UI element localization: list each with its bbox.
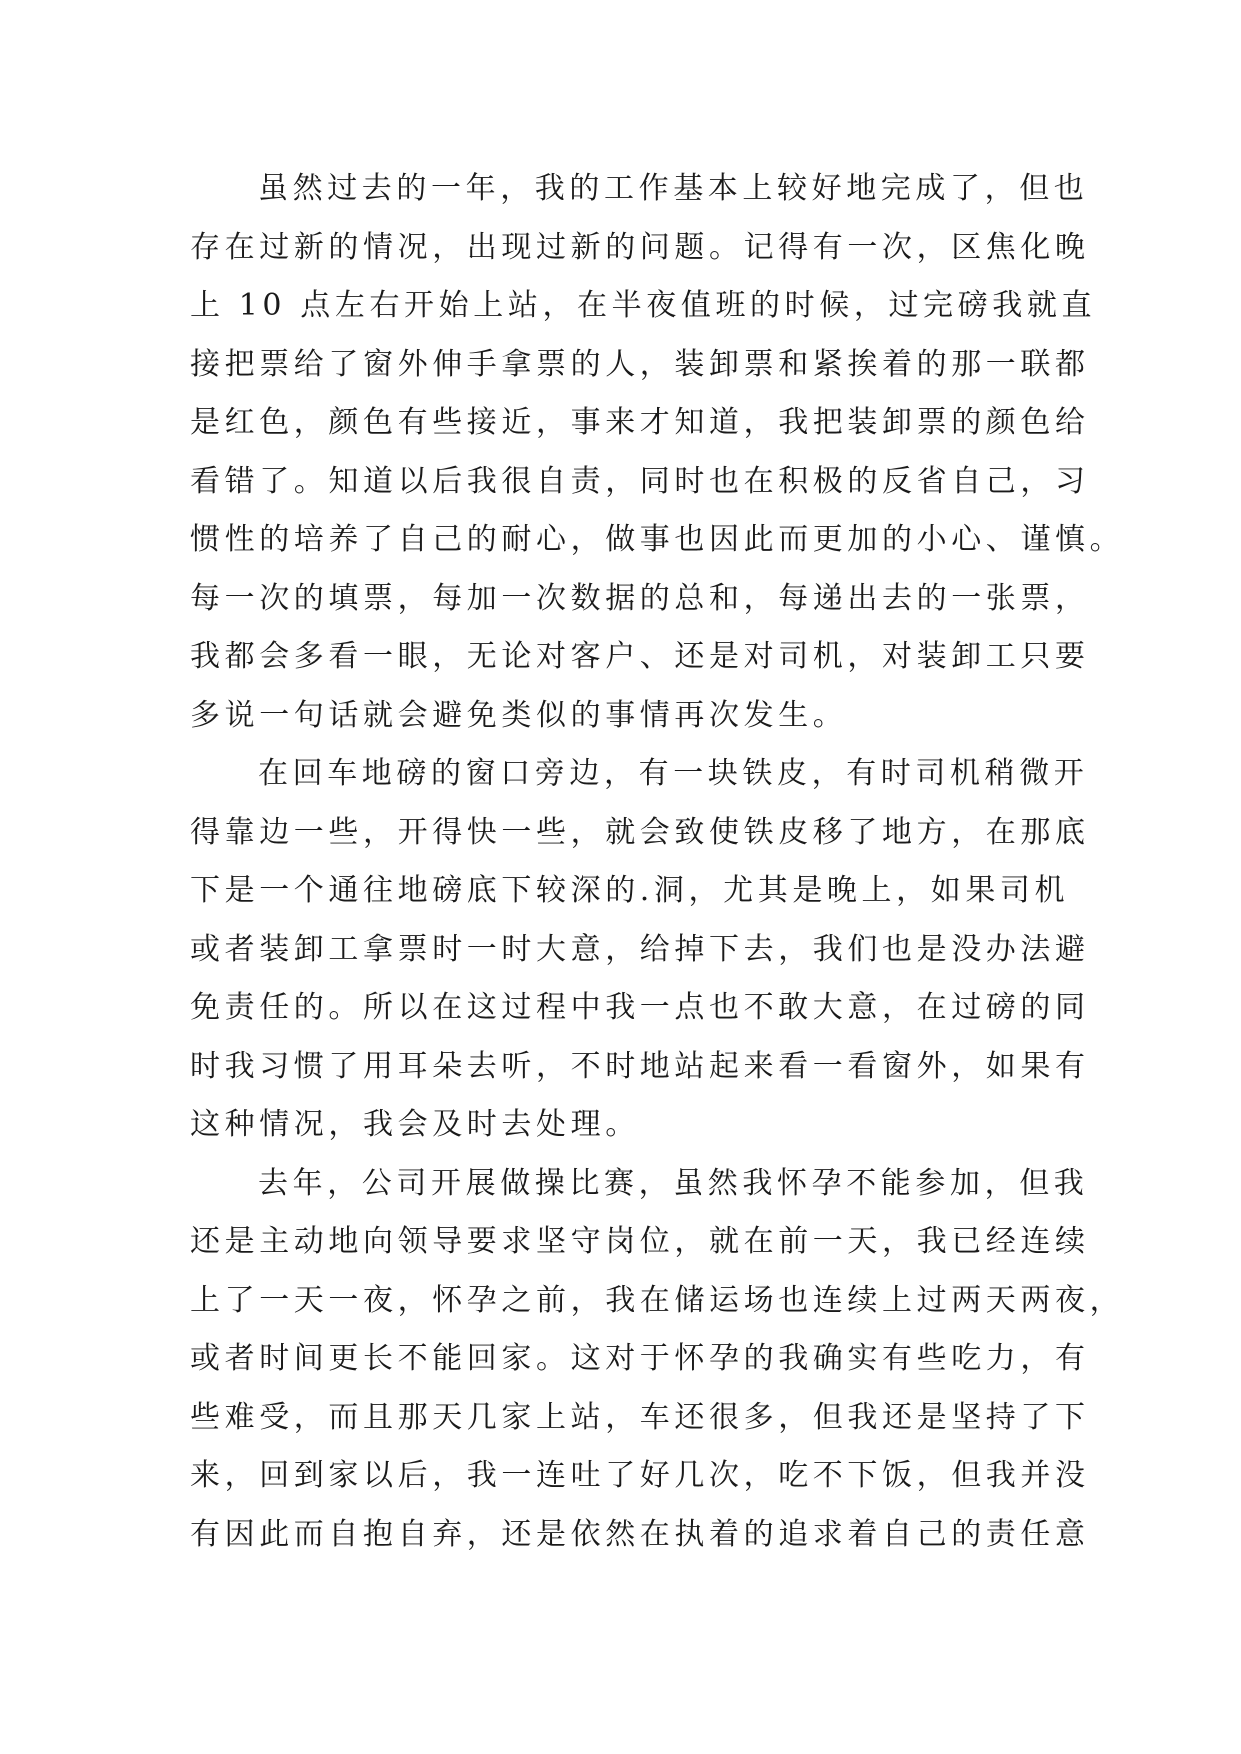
- text-line: 每一次的填票，每加一次数据的总和，每递出去的一张票，: [190, 580, 1090, 616]
- paragraph-1: [190, 160, 1125, 745]
- text-line: 这种情况，我会及时去处理。: [190, 1107, 640, 1142]
- text-line: 或者装卸工拿票时一时大意，给掉下去，我们也是没办法避: [190, 931, 1090, 967]
- text-line: 惯性的培养了自己的耐心，做事也因此而更加的小心、谨慎。: [190, 522, 1125, 557]
- text-line: 有因此而自抱自弃，还是依然在执着的追求着自己的责任意: [190, 1516, 1090, 1552]
- paragraph-3: [190, 1155, 1125, 1565]
- text-line: 接把票给了窗外伸手拿票的人，装卸票和紧挨着的那一联都: [190, 346, 1090, 382]
- text-line: 免责任的。所以在这过程中我一点也不敢大意，在过磅的同: [190, 990, 1090, 1025]
- text-line: 下是一个通往地磅底下较深的.洞，尤其是晚上，如果司机: [190, 873, 1070, 908]
- text-line: 我都会多看一眼，无论对客户、还是对司机，对装卸工只要: [190, 639, 1090, 674]
- text-line: 上了一天一夜，怀孕之前，我在储运场也连续上过两天两夜，: [190, 1282, 1125, 1318]
- text-line: 时我习惯了用耳朵去听，不时地站起来看一看窗外，如果有: [190, 1048, 1090, 1084]
- text-line: 或者时间更长不能回家。这对于怀孕的我确实有些吃力，有: [190, 1341, 1090, 1376]
- text-line: 来，回到家以后，我一连吐了好几次，吃不下饭，但我并没: [190, 1458, 1090, 1493]
- text-line: 还是主动地向领导要求坚守岗位，就在前一天，我已经连续: [190, 1224, 1090, 1259]
- text-line: 虽然过去的一年，我的工作基本上较好地完成了，但也: [258, 171, 1089, 206]
- text-line: 看错了。知道以后我很自责，同时也在积极的反省自己，习: [190, 463, 1090, 499]
- paragraph-2: [190, 745, 1090, 1155]
- text-line: 是红色，颜色有些接近，事来才知道，我把装卸票的颜色给: [190, 405, 1090, 440]
- text-line: 多说一句话就会避免类似的事情再次发生。: [190, 697, 848, 733]
- text-line: 得靠边一些，开得快一些，就会致使铁皮移了地方，在那底: [190, 814, 1090, 850]
- text-line: 存在过新的情况，出现过新的问题。记得有一次，区焦化晚: [190, 229, 1090, 265]
- text-line: 去年，公司开展做操比赛，虽然我怀孕不能参加，但我: [258, 1165, 1089, 1201]
- text-line: 上 10 点左右开始上站，在半夜值班的时候，过完磅我就直: [190, 288, 1097, 323]
- text-line: 些难受，而且那天几家上站，车还很多，但我还是坚持了下: [190, 1399, 1090, 1435]
- text-line: 在回车地磅的窗口旁边，有一块铁皮，有时司机稍微开: [258, 756, 1089, 791]
- document-body: [190, 160, 1125, 1564]
